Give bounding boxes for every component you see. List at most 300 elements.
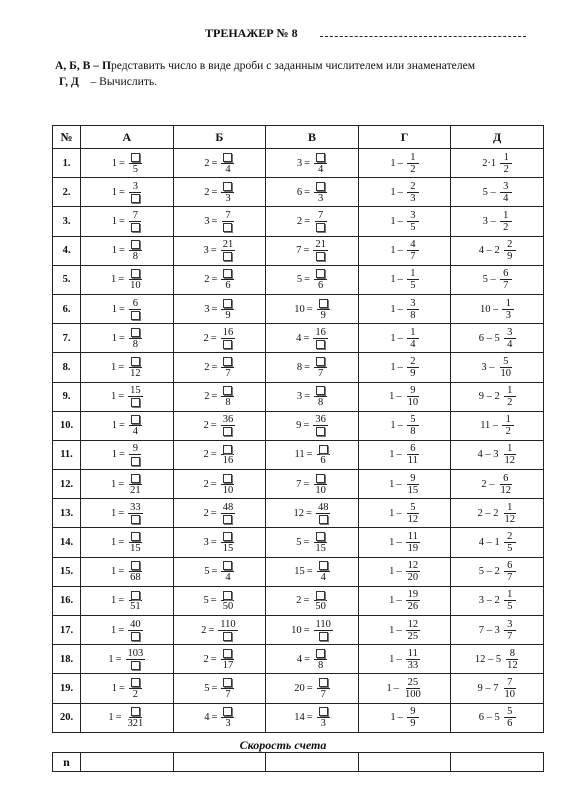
fraction-value: 9 bbox=[410, 367, 416, 379]
table-row bbox=[53, 440, 544, 469]
fraction-value: 8 bbox=[410, 426, 416, 438]
blank-box[interactable] bbox=[316, 252, 325, 261]
fraction bbox=[502, 414, 514, 437]
fraction-value: 15 bbox=[315, 543, 326, 555]
equation bbox=[204, 648, 236, 671]
denominator bbox=[129, 193, 142, 204]
fraction bbox=[407, 181, 419, 204]
whole-number: 5 bbox=[203, 595, 209, 607]
equals-sign: = bbox=[211, 682, 218, 694]
numerator bbox=[129, 327, 142, 339]
blank-box[interactable] bbox=[316, 591, 325, 600]
numerator bbox=[221, 356, 234, 368]
fraction-value: 6 bbox=[503, 472, 509, 484]
fraction bbox=[221, 385, 234, 408]
equals-sign: = bbox=[118, 157, 125, 169]
table-row bbox=[53, 557, 544, 586]
equation bbox=[297, 181, 327, 204]
fraction-value: 7 bbox=[225, 688, 231, 700]
whole-number: 4 bbox=[296, 653, 303, 665]
fraction-value: 4 bbox=[132, 426, 138, 438]
fraction bbox=[500, 210, 512, 233]
fraction-value: 19 bbox=[407, 589, 419, 601]
denominator bbox=[222, 572, 234, 583]
blank-box[interactable] bbox=[223, 474, 232, 483]
denominator bbox=[315, 397, 327, 408]
fraction-value: 26 bbox=[407, 601, 419, 613]
equals-sign: = bbox=[211, 157, 218, 169]
expression bbox=[479, 706, 516, 729]
expression bbox=[479, 589, 516, 612]
numerator bbox=[221, 327, 236, 339]
fraction-value: 17 bbox=[222, 659, 234, 671]
equation bbox=[111, 619, 143, 642]
blank-box[interactable] bbox=[131, 240, 140, 249]
fraction bbox=[317, 443, 330, 466]
equals-sign: = bbox=[306, 507, 312, 519]
expression bbox=[479, 239, 516, 262]
blank-box[interactable] bbox=[223, 445, 232, 454]
worksheet-title: ТРЕНАЖЕР № 8 bbox=[205, 26, 298, 40]
denominator bbox=[406, 660, 421, 671]
denominator bbox=[221, 601, 236, 612]
expression-prefix: 3 – 2 bbox=[478, 595, 500, 607]
denominator bbox=[222, 689, 234, 700]
equation bbox=[294, 706, 329, 729]
whole-number: 11 bbox=[294, 449, 305, 461]
equation bbox=[112, 181, 142, 204]
fraction bbox=[317, 706, 330, 729]
blank-box[interactable] bbox=[316, 532, 325, 541]
fraction-value: 8 bbox=[509, 647, 515, 659]
cell-d bbox=[451, 703, 544, 732]
denominator bbox=[128, 485, 143, 496]
numerator bbox=[504, 560, 516, 572]
numerator bbox=[221, 502, 236, 514]
blank-box[interactable] bbox=[223, 427, 232, 436]
fraction bbox=[221, 531, 236, 554]
blank-box[interactable] bbox=[131, 591, 140, 600]
numerator bbox=[129, 706, 142, 718]
fraction bbox=[317, 560, 330, 583]
cell-g bbox=[358, 207, 451, 236]
denominator bbox=[221, 543, 236, 554]
denominator bbox=[129, 310, 142, 321]
whole-number: 1 bbox=[390, 420, 396, 432]
cell-b bbox=[173, 236, 266, 265]
numerator bbox=[314, 619, 333, 631]
numerator bbox=[406, 560, 421, 572]
denominator bbox=[222, 397, 234, 408]
fraction-value: 8 bbox=[225, 397, 231, 409]
row-number: 8. bbox=[53, 353, 81, 382]
expression bbox=[389, 560, 420, 583]
expression bbox=[483, 210, 512, 233]
row-number: 16. bbox=[53, 586, 81, 615]
fraction-value: 51 bbox=[130, 601, 141, 613]
fraction-value: 4 bbox=[225, 572, 231, 584]
fraction bbox=[406, 589, 421, 612]
minus-sign: – bbox=[396, 391, 402, 403]
blank-box[interactable] bbox=[319, 561, 328, 570]
cell-b bbox=[173, 382, 266, 411]
fraction-value: 19 bbox=[407, 543, 419, 555]
fraction bbox=[221, 706, 234, 729]
fraction bbox=[502, 502, 517, 525]
blank-box[interactable] bbox=[131, 515, 140, 524]
cell-d bbox=[451, 149, 544, 178]
row-number: 1. bbox=[53, 149, 81, 178]
fraction-value: 16 bbox=[315, 326, 326, 338]
cell-g bbox=[358, 149, 451, 178]
blank-box[interactable] bbox=[223, 561, 232, 570]
denominator bbox=[313, 601, 328, 612]
blank-box[interactable] bbox=[223, 299, 232, 308]
whole-number: 2 bbox=[204, 361, 210, 373]
blank-box[interactable] bbox=[223, 515, 232, 524]
whole-number: 1 bbox=[390, 712, 396, 724]
blank-box[interactable] bbox=[131, 223, 140, 232]
row-number: 2. bbox=[53, 178, 81, 207]
blank-box[interactable] bbox=[131, 328, 140, 337]
equals-sign: = bbox=[211, 274, 218, 286]
blank-box[interactable] bbox=[131, 561, 140, 570]
equals-sign: = bbox=[210, 245, 217, 257]
fraction bbox=[407, 356, 419, 379]
blank-box[interactable] bbox=[316, 386, 325, 395]
expression bbox=[479, 385, 516, 408]
table-row bbox=[53, 470, 544, 499]
blank-box[interactable] bbox=[131, 457, 140, 466]
cell-d bbox=[451, 557, 544, 586]
equation bbox=[297, 648, 327, 671]
fraction bbox=[314, 619, 333, 642]
cell-g bbox=[358, 557, 451, 586]
blank-box[interactable] bbox=[223, 252, 232, 261]
fraction-value: 12 bbox=[500, 484, 511, 496]
blank-box[interactable] bbox=[319, 678, 328, 687]
expression-prefix: 3 – bbox=[482, 215, 496, 227]
row-number: 17. bbox=[53, 616, 81, 645]
column-header: А bbox=[81, 126, 174, 149]
denominator bbox=[504, 631, 516, 642]
fraction bbox=[500, 152, 512, 175]
fraction-value: 7 bbox=[317, 367, 324, 379]
numerator bbox=[129, 589, 142, 601]
blank-box[interactable] bbox=[319, 445, 328, 454]
numerator bbox=[128, 502, 143, 514]
blank-box[interactable] bbox=[131, 357, 140, 366]
blank-box[interactable] bbox=[131, 269, 140, 278]
fraction-value: 9 bbox=[410, 706, 416, 718]
denominator bbox=[502, 455, 517, 466]
fraction-value: 7 bbox=[320, 688, 326, 700]
fraction-value: 2 bbox=[507, 239, 513, 251]
cell-c bbox=[266, 528, 359, 557]
fraction bbox=[406, 619, 421, 642]
whole-number: 1 bbox=[111, 303, 117, 315]
minus-sign: – bbox=[397, 245, 403, 257]
whole-number: 1 bbox=[110, 537, 117, 549]
numerator bbox=[314, 152, 327, 164]
blank-box[interactable] bbox=[319, 299, 328, 308]
blank-box[interactable] bbox=[223, 153, 232, 162]
blank-box[interactable] bbox=[131, 153, 140, 162]
fraction bbox=[129, 414, 142, 437]
denominator bbox=[221, 485, 236, 496]
equals-sign: = bbox=[304, 653, 311, 665]
equation bbox=[296, 414, 328, 437]
blank-box[interactable] bbox=[316, 649, 325, 658]
cell-b bbox=[173, 616, 266, 645]
fraction bbox=[313, 239, 328, 262]
blank-box[interactable] bbox=[316, 153, 325, 162]
numerator bbox=[500, 181, 512, 193]
numerator bbox=[504, 531, 516, 543]
cell-d bbox=[451, 645, 544, 674]
equation bbox=[112, 210, 142, 233]
equation bbox=[112, 414, 142, 437]
numerator bbox=[407, 298, 419, 310]
numerator bbox=[221, 589, 234, 601]
table-row bbox=[53, 616, 544, 645]
cell-g bbox=[358, 353, 451, 382]
blank-box[interactable] bbox=[319, 515, 328, 524]
whole-number: 2 bbox=[203, 449, 209, 461]
fraction bbox=[407, 152, 419, 175]
blank-box[interactable] bbox=[223, 386, 232, 395]
denominator bbox=[129, 455, 142, 466]
whole-number: 3 bbox=[204, 303, 210, 315]
fraction bbox=[314, 210, 327, 233]
whole-number: 1 bbox=[108, 712, 114, 724]
denominator bbox=[407, 280, 419, 291]
cell-g bbox=[358, 586, 451, 615]
whole-number: 1 bbox=[390, 186, 396, 198]
equation bbox=[297, 356, 327, 379]
cell-c bbox=[266, 265, 359, 294]
equals-sign: = bbox=[303, 420, 310, 432]
cell-a bbox=[81, 586, 174, 615]
cell-b bbox=[173, 149, 266, 178]
whole-number: 1 bbox=[390, 215, 396, 227]
table-row bbox=[53, 324, 544, 353]
blank-box[interactable] bbox=[223, 340, 232, 349]
table-body bbox=[53, 149, 544, 733]
numerator bbox=[407, 327, 419, 339]
blank-box[interactable] bbox=[131, 474, 140, 483]
blank-box[interactable] bbox=[223, 707, 232, 716]
speed-cell[interactable] bbox=[266, 753, 359, 772]
fraction-value: 110 bbox=[315, 618, 331, 630]
blank-box[interactable] bbox=[316, 269, 325, 278]
blank-box[interactable] bbox=[223, 591, 232, 600]
fraction-value: 5 bbox=[132, 163, 138, 175]
speed-cell[interactable] bbox=[81, 753, 174, 772]
cell-d bbox=[451, 528, 544, 557]
cell-g bbox=[358, 616, 451, 645]
equals-sign: = bbox=[304, 391, 311, 403]
whole-number: 2 bbox=[203, 420, 209, 432]
blank-box[interactable] bbox=[223, 357, 232, 366]
denominator bbox=[406, 631, 421, 642]
numerator bbox=[407, 268, 419, 280]
expression bbox=[386, 677, 422, 700]
blank-box[interactable] bbox=[316, 223, 325, 232]
expression-prefix: 3 – bbox=[481, 361, 495, 373]
cell-c bbox=[266, 440, 359, 469]
equation bbox=[112, 239, 142, 262]
fraction-value: 2 bbox=[132, 688, 138, 700]
fraction bbox=[314, 385, 327, 408]
blank-box[interactable] bbox=[223, 632, 232, 641]
whole-number: 1 bbox=[390, 361, 396, 373]
cell-d bbox=[451, 440, 544, 469]
denominator bbox=[504, 601, 516, 612]
equation bbox=[204, 414, 236, 437]
cell-g bbox=[358, 470, 451, 499]
equals-sign: = bbox=[118, 478, 125, 490]
blank-box[interactable] bbox=[131, 532, 140, 541]
blank-box[interactable] bbox=[223, 182, 232, 191]
equals-sign: = bbox=[304, 215, 311, 227]
exercise-table bbox=[52, 125, 544, 733]
blank-box[interactable] bbox=[319, 632, 328, 641]
column-header: В bbox=[266, 126, 359, 149]
denominator bbox=[407, 339, 419, 350]
blank-box[interactable] bbox=[131, 632, 140, 641]
row-number: 12. bbox=[53, 470, 81, 499]
table-row bbox=[53, 703, 544, 732]
fraction-value: 16 bbox=[222, 326, 234, 338]
blank-box[interactable] bbox=[223, 223, 232, 232]
fraction-value: 5 bbox=[410, 280, 416, 292]
denominator bbox=[129, 689, 141, 700]
blank-box[interactable] bbox=[131, 678, 140, 687]
blank-box[interactable] bbox=[131, 661, 140, 670]
fraction-value: 2 bbox=[505, 426, 511, 438]
cell-a bbox=[81, 703, 174, 732]
whole-number: 20 bbox=[294, 682, 305, 694]
blank-box[interactable] bbox=[223, 649, 232, 658]
speed-cell[interactable] bbox=[451, 753, 544, 772]
blank-box[interactable] bbox=[131, 707, 140, 716]
equals-sign: = bbox=[118, 332, 125, 344]
blank-box[interactable] bbox=[316, 182, 325, 191]
equation bbox=[204, 268, 234, 291]
speed-cell[interactable] bbox=[358, 753, 451, 772]
fraction-value: 1 bbox=[507, 589, 513, 601]
blank-box[interactable] bbox=[316, 340, 325, 349]
equals-sign: = bbox=[303, 245, 310, 257]
speed-table bbox=[52, 752, 544, 772]
blank-box[interactable] bbox=[131, 311, 140, 320]
fraction-value: 1 bbox=[410, 151, 416, 163]
table-row bbox=[53, 674, 544, 703]
blank-box[interactable] bbox=[223, 678, 232, 687]
whole-number: 2 bbox=[204, 274, 210, 286]
whole-number: 5 bbox=[204, 566, 210, 578]
blank-box[interactable] bbox=[319, 707, 328, 716]
cell-c bbox=[266, 645, 359, 674]
numerator bbox=[504, 589, 516, 601]
denominator bbox=[315, 280, 327, 291]
equals-sign: = bbox=[304, 157, 311, 169]
minus-sign: – bbox=[397, 186, 403, 198]
numerator bbox=[314, 356, 327, 368]
denominator bbox=[502, 689, 517, 700]
numerator bbox=[316, 502, 331, 514]
table-row bbox=[53, 586, 544, 615]
numerator bbox=[221, 385, 234, 397]
expression bbox=[390, 298, 419, 321]
fraction-value: 3 bbox=[507, 326, 513, 338]
equation bbox=[296, 531, 328, 554]
fraction-value: 12 bbox=[407, 560, 419, 572]
blank-box[interactable] bbox=[316, 427, 325, 436]
denominator bbox=[407, 718, 419, 729]
cell-g bbox=[358, 499, 451, 528]
minus-sign: – bbox=[397, 332, 403, 344]
equation bbox=[294, 298, 329, 321]
minus-sign: – bbox=[397, 420, 403, 432]
equation bbox=[204, 239, 236, 262]
whole-number: 3 bbox=[203, 245, 209, 257]
numerator bbox=[504, 443, 516, 455]
cell-g bbox=[358, 178, 451, 207]
cell-a bbox=[81, 265, 174, 294]
numerator bbox=[407, 239, 419, 251]
blank-box[interactable] bbox=[223, 532, 232, 541]
denominator bbox=[502, 426, 514, 437]
cell-c bbox=[266, 207, 359, 236]
fraction bbox=[129, 443, 142, 466]
whole-number: 7 bbox=[296, 245, 302, 257]
cell-c bbox=[266, 236, 359, 265]
numerator bbox=[407, 152, 419, 164]
fraction bbox=[407, 706, 419, 729]
blank-box[interactable] bbox=[316, 474, 325, 483]
denominator bbox=[315, 164, 327, 175]
fraction bbox=[504, 560, 516, 583]
blank-box[interactable] bbox=[131, 194, 140, 203]
numerator bbox=[317, 443, 330, 455]
blank-box[interactable] bbox=[131, 398, 140, 407]
speed-cell[interactable] bbox=[173, 753, 266, 772]
whole-number: 2 bbox=[296, 595, 302, 607]
cell-d bbox=[451, 382, 544, 411]
equals-sign: = bbox=[118, 303, 125, 315]
equation bbox=[112, 327, 142, 350]
whole-number: 1 bbox=[110, 361, 117, 373]
denominator bbox=[129, 222, 142, 233]
fraction bbox=[504, 589, 516, 612]
equation bbox=[112, 677, 142, 700]
blank-box[interactable] bbox=[316, 357, 325, 366]
numerator bbox=[129, 531, 142, 543]
table-row bbox=[53, 149, 544, 178]
equation bbox=[204, 356, 234, 379]
blank-box[interactable] bbox=[223, 269, 232, 278]
numerator bbox=[129, 356, 142, 368]
blank-box[interactable] bbox=[131, 415, 140, 424]
instructions bbox=[55, 58, 545, 90]
equation bbox=[112, 298, 142, 321]
expression bbox=[477, 677, 517, 700]
equals-sign: = bbox=[118, 537, 125, 549]
expression-prefix: 9 – 7 bbox=[477, 682, 499, 694]
equals-sign: = bbox=[118, 566, 125, 578]
